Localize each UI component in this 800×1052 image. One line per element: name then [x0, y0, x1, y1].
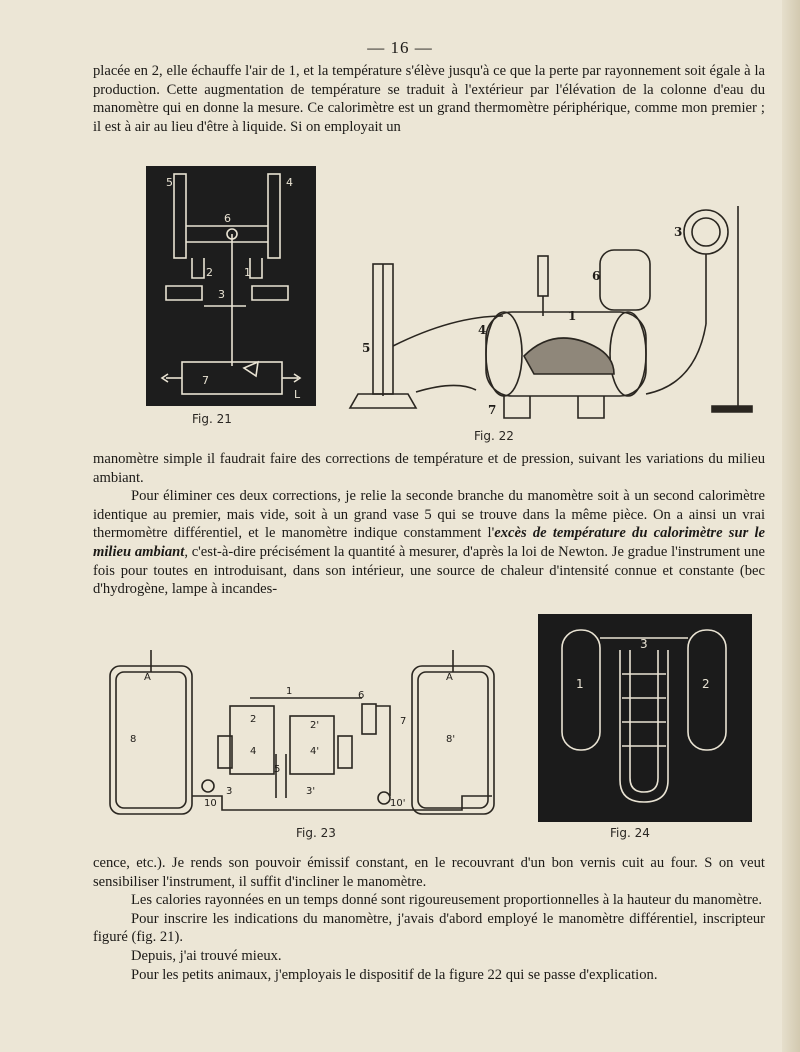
paragraph-middle-2-a: Pour éliminer ces deux corrections, je relie la seconde branche du manomètre soit à un second calorimètre identique au premier, mais vide, soit à un grand vase 5 qui se trouve dans la même pièce. On a ainsi un vrai thermomètre différentiel, et le manomètre indique constamment l' — [93, 488, 765, 542]
figure-21 — [146, 166, 316, 406]
page-edge — [782, 0, 800, 1052]
fig21-label-7: L — [294, 388, 301, 401]
fig22-label-0: 3 — [674, 225, 683, 239]
caption-fig23: Fig. 23 — [296, 826, 336, 840]
fig22-label-2: 5 — [362, 341, 371, 355]
page-number: — 16 — — [367, 38, 433, 57]
paragraph-bottom-3: Pour inscrire les indications du manomètre, j'avais d'abord employé le manomètre différentiel, inscripteur figuré (fig. 21). — [93, 910, 765, 946]
fig23-label-11: 5 — [274, 764, 281, 775]
paragraph-middle-2 — [93, 487, 765, 599]
caption-fig21: Fig. 21 — [192, 412, 232, 426]
fig22-label-4: 1 — [568, 309, 577, 323]
paragraph-bottom — [93, 854, 765, 984]
fig23-label-14: 10 — [204, 798, 217, 809]
fig23-label-13: 7 — [400, 716, 407, 727]
fig21-label-2: 6 — [224, 212, 231, 225]
fig23-label-7: 4 — [250, 746, 257, 757]
fig22-label-5: 7 — [488, 403, 497, 417]
paragraph-bottom-1: cence, etc.). Je rends son pouvoir émissif constant, en le recouvrant d'un bon vernis cuit au four. S on veut sensibiliser l'instrument, il suffit d'incliner le manomètre. — [93, 855, 765, 890]
fig21-label-6: 7 — [202, 374, 209, 387]
fig24-label-0: 3 — [640, 637, 648, 651]
fig23-label-8: 4' — [310, 746, 320, 757]
paragraph-middle-2-em: excès de température du calorimètre sur le milieu ambiant — [93, 525, 765, 560]
caption-fig24: Fig. 24 — [610, 826, 650, 840]
paragraph-middle — [93, 450, 765, 599]
paragraph-middle-2-b: , c'est-à-dire précisément la quantité à mesurer, d'après la loi de Newton. Je gradue l'instrument une fois pour toutes en introduisant, dans son intérieur, une source de chaleur d'intensité connue et constante (bec d'hydrogène, lampe à incandes- — [93, 543, 765, 598]
fig24-label-1: 1 — [576, 677, 584, 691]
fig21-label-0: 5 — [166, 176, 173, 189]
fig21-label-5: 3 — [218, 288, 225, 301]
fig21-label-4: 1 — [244, 266, 251, 279]
fig23-label-0: A — [144, 672, 151, 683]
paragraph-bottom-5: Pour les petits animaux, j'employais le dispositif de la figure 22 qui se passe d'explication. — [131, 966, 658, 983]
figure-23 — [100, 646, 504, 822]
fig23-label-9: 3 — [226, 786, 233, 797]
fig23-label-15: 10' — [390, 798, 406, 809]
paragraph-bottom-4: Depuis, j'ai trouvé mieux. — [131, 947, 282, 964]
paragraph-bottom-2: Les calories rayonnées en un temps donné sont rigoureusement proportionnelles à la hauteur du manomètre. — [131, 892, 762, 909]
paragraph-middle-1: manomètre simple il faudrait faire des corrections de température et de pression, suivant les variations du milieu ambiant. — [93, 451, 765, 486]
fig21-label-3: 2 — [206, 266, 213, 279]
fig23-label-6: 2' — [310, 720, 320, 731]
caption-fig22: Fig. 22 — [474, 429, 514, 443]
fig23-label-10: 3' — [306, 786, 316, 797]
paragraph-top-text: placée en 2, elle échauffe l'air de 1, et la température s'élève jusqu'à ce que la perte par rayonnement soit égale à la production. Cette augmentation de température se traduit à l'extérieur par l'élévation de la colonne d'eau du manomètre qui en donne la mesure. Ce calorimètre est un grand thermomètre périphérique, comme mon premier ; il est à air au lieu d'être à liquide. Si on employait un — [93, 63, 765, 135]
figure-22 — [328, 196, 764, 428]
fig22-label-3: 4 — [478, 323, 487, 337]
fig23-label-5: 2 — [250, 714, 257, 725]
fig23-label-2: 8 — [130, 734, 137, 745]
fig22-label-1: 6 — [592, 269, 601, 283]
fig23-label-12: 6 — [358, 690, 365, 701]
fig23-label-4: 1 — [286, 686, 293, 697]
paragraph-top — [93, 62, 765, 136]
figure-24 — [538, 614, 752, 822]
fig23-label-3: 8' — [446, 734, 456, 745]
fig21-label-1: 4 — [286, 176, 293, 189]
fig23-label-1: A — [446, 672, 453, 683]
fig24-label-2: 2 — [702, 677, 710, 691]
